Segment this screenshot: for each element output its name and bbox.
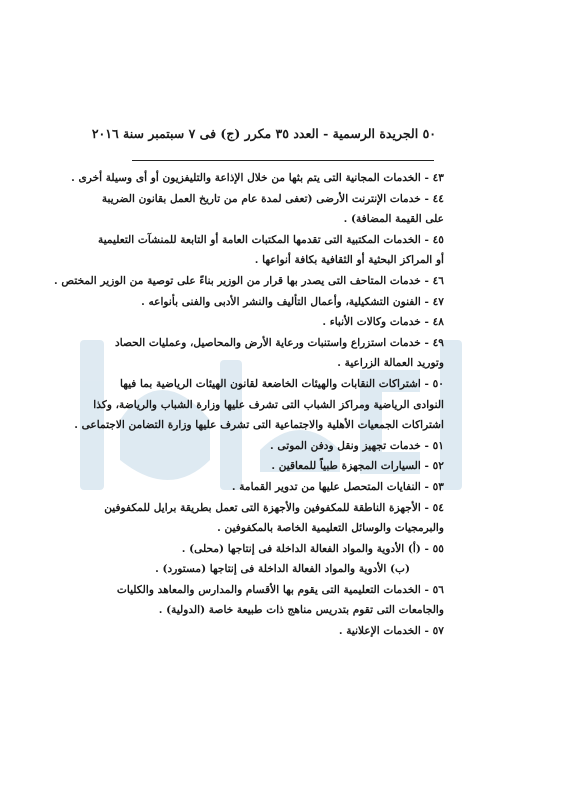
header-divider [132,160,434,161]
list-item: ٤٣ - الخدمات المجانية التى يتم بثها من خلال الإذاعة والتليفزيون أو أى وسيلة أخرى . [71,172,444,184]
page-header: ٥٠ الجريدة الرسمية - العدد ٣٥ مكرر (ج) فى ٧ سبتمبر سنة ٢٠١٦ [91,126,436,141]
list-item: ٤٩ - خدمات استزراع واستنبات ورعاية الأرض والمحاصيل، وعمليات الحصاد [115,336,444,349]
list-item: ٥٥ - (أ) الأدوية والمواد الفعالة الداخلة فى إنتاجها (محلى) . [181,542,444,555]
list-item: ٥٤ - الأجهزة الناطقة للمكفوفين والأجهزة التى تعمل بطريقة برايل للمكفوفين [104,501,444,514]
list-item: ٥٣ - النفايات المتحصل عليها من تدوير القمامة . [231,480,444,493]
list-item-continuation: على القيمة المضافة) . [343,213,444,226]
list-item-subitem: (ب) الأدوية والمواد الفعالة الداخلة فى إنتاجها (مستورد) . [155,563,410,576]
list-item: ٤٥ - الخدمات المكتبية التى تقدمها المكتبات العامة أو التابعة للمنشآت التعليمية [98,233,444,246]
list-item: ٤٧ - الفنون التشكيلية، وأعمال التأليف والنشر الأدبى والفنى بأنواعه . [141,295,444,308]
list-item-continuation: وتوريد العمالة الزراعية . [337,357,444,370]
list-item-continuation: اشتراكات الجمعيات الأهلية والاجتماعية التى تشرف عليها وزارة التضامن الاجتماعى . [74,419,444,432]
list-item: ٤٨ - خدمات وكالات الأنباء . [322,316,444,329]
list-item-continuation: أو المراكز البحثية أو الثقافية بكافة أنواعها . [254,254,444,267]
list-item: ٤٤ - خدمات الإنترنت الأرضى (تعفى لمدة عام من تاريخ العمل بقانون الضريبة [101,192,444,205]
list-item: ٤٦ - خدمات المتاحف التى يصدر بها قرار من الوزير بناءً على توصية من الوزير المختص . [54,274,444,287]
list-item: ٥٠ - اشتراكات النقابات والهيئات الخاضعة لقانون الهيئات الرياضية بما فيها [119,377,444,390]
list-item: ٥١ - خدمات تجهيز ونقل ودفن الموتى . [270,439,444,452]
list-item: ٥٧ - الخدمات الإعلانية . [338,625,444,638]
document-body [54,168,444,642]
list-item-continuation: النوادى الرياضية ومراكز الشباب التى تشرف عليها وزارة الشباب والرياضة، وكذا [93,398,444,411]
list-item: ٥٢ - السيارات المجهزة طبياً للمعاقين . [271,460,444,473]
list-item-continuation: والجامعات التى تقوم بتدريس مناهج ذات طبيعة خاصة (الدولية) . [158,604,444,617]
list-item: ٥٦ - الخدمات التعليمية التى يقوم بها الأقسام والمدارس والمعاهد والكليات [116,583,444,596]
list-item-continuation: والبرمجيات والوسائل التعليمية الخاصة بالمكفوفين . [217,522,444,535]
